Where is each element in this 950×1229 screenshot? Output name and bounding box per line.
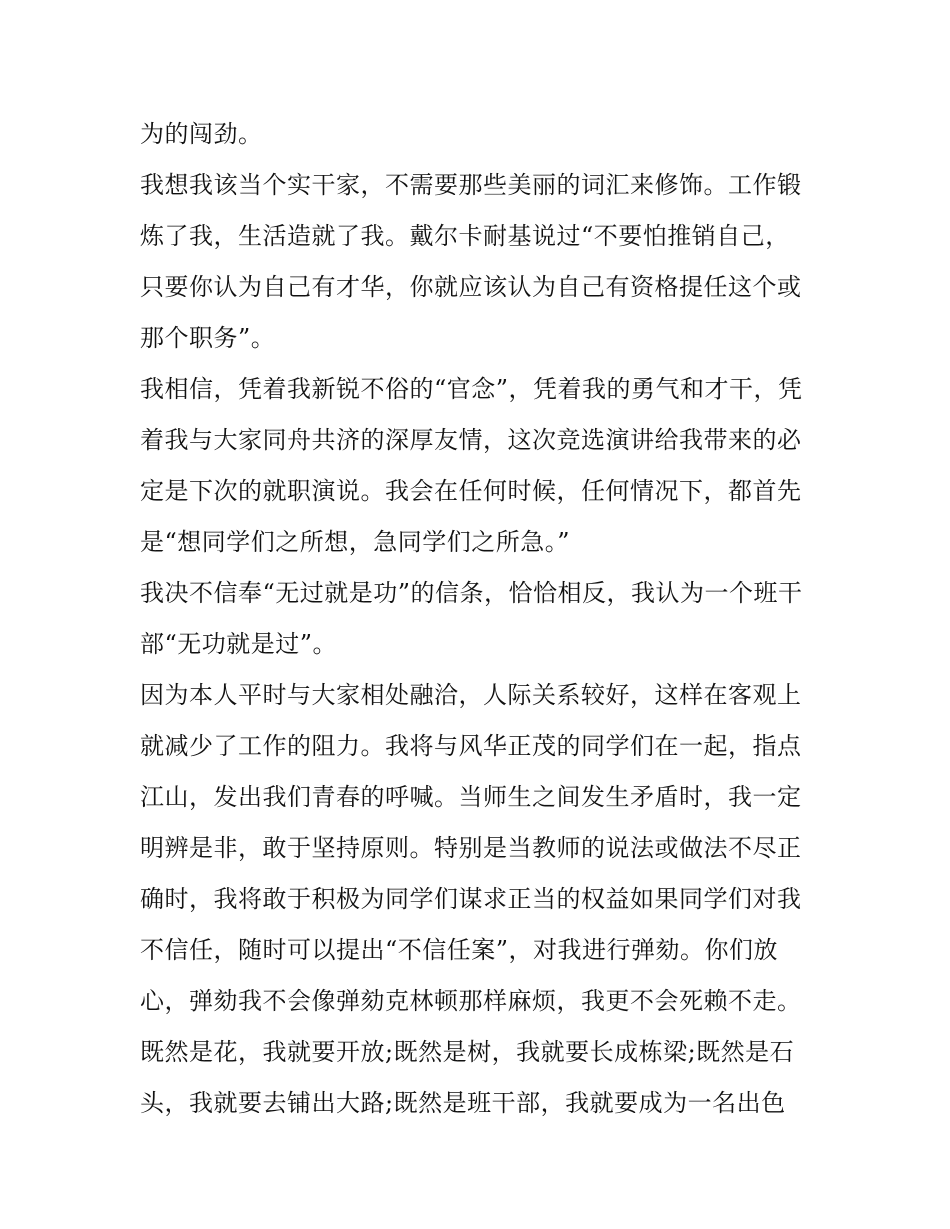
text-line: 炼了我，生活造就了我。戴尔卡耐基说过“不要怕推销自己， [140,222,790,250]
text-line: 既然是花，我就要开放;既然是树，我就要长成栋梁;既然是石 [140,1038,795,1066]
text-line: 就减少了工作的阻力。我将与风华正茂的同学们在一起，指点 [140,732,802,760]
text-line: 江山，发出我们青春的呼喊。当师生之间发生矛盾时，我一定 [140,783,802,811]
text-line: 因为本人平时与大家相处融洽，人际关系较好，这样在客观上 [140,681,802,709]
text-line: 不信任，随时可以提出“不信任案”，对我进行弹劾。你们放 [140,936,779,964]
text-line: 为的闯劲。 [140,120,263,148]
document-body [140,109,820,1129]
text-line: 头，我就要去铺出大路;既然是班干部，我就要成为一名出色 [140,1089,786,1117]
text-line: 是“想同学们之所想，急同学们之所急。” [140,528,571,556]
text-line: 定是下次的就职演说。我会在任何时候，任何情况下，都首先 [140,477,802,505]
text-line: 我相信，凭着我新锐不俗的“官念”，凭着我的勇气和才干，凭 [140,375,803,403]
text-line: 确时，我将敢于积极为同学们谋求正当的权益如果同学们对我 [140,885,802,913]
text-line: 那个职务”。 [140,324,276,352]
text-line: 明辨是非，敢于坚持原则。特别是当教师的说法或做法不尽正 [140,834,802,862]
text-line: 部“无功就是过”。 [140,630,338,658]
text-line: 我决不信奉“无过就是功”的信条，恰恰相反，我认为一个班干 [140,579,803,607]
text-line: 我想我该当个实干家，不需要那些美丽的词汇来修饰。工作锻 [140,171,802,199]
text-line: 心，弹劾我不会像弹劾克林顿那样麻烦，我更不会死赖不走。 [140,987,802,1015]
text-line: 只要你认为自己有才华，你就应该认为自己有资格提任这个或 [140,273,802,301]
text-line: 着我与大家同舟共济的深厚友情，这次竞选演讲给我带来的必 [140,426,802,454]
